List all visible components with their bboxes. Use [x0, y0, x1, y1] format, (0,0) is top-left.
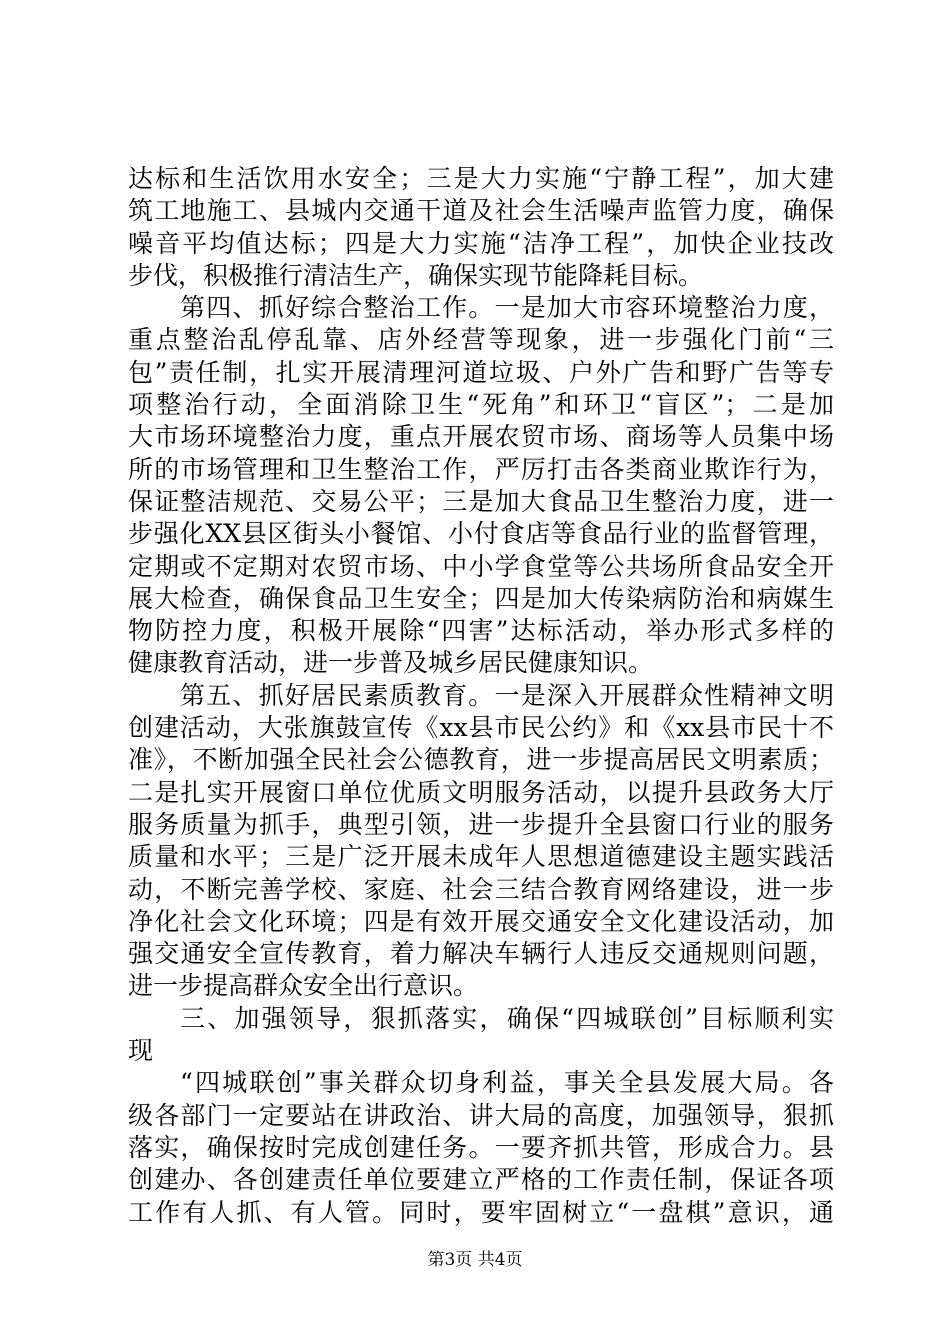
text-line: 强交通安全宣传教育，着力解决车辆行人违反交通规则问题，	[128, 939, 834, 969]
text-line: 步强化XX县区街头小餐馆、小付食店等食品行业的监督管理，	[128, 519, 834, 549]
text-line: 动，不断完善学校、家庭、社会三结合教育网络建设，进一步	[128, 874, 834, 904]
text-line: “四城联创”事关群众切身利益，事关全县发展大局。各	[180, 1068, 834, 1098]
paragraph-heading-line: 第四、抓好综合整治工作。一是加大市容环境整治力度，	[180, 293, 834, 323]
text-line: 级各部门一定要站在讲政治、讲大局的高度，加强领导，狠抓	[128, 1100, 834, 1130]
text-line: 大市场环境整治力度，重点开展农贸市场、商场等人员集中场	[128, 422, 834, 452]
text-line: 二是扎实开展窗口单位优质文明服务活动，以提升县政务大厅	[128, 777, 834, 807]
page-number: 第3页 共4页	[427, 1250, 523, 1270]
text-line: 重点整治乱停乱靠、店外经营等现象，进一步强化门前“三	[128, 325, 834, 355]
text-line: 达标和生活饮用水安全；三是大力实施“宁静工程”，加大建	[128, 164, 834, 193]
text-line: 保证整洁规范、交易公平；三是加大食品卫生整治力度，进一	[128, 486, 834, 516]
text-line: 准》，不断加强全民社会公德教育，进一步提高居民文明素质；	[128, 745, 834, 775]
section-heading-line: 现	[128, 1036, 154, 1066]
text-line: 健康教育活动，进一步普及城乡居民健康知识。	[128, 648, 654, 678]
text-line: 创建活动，大张旗鼓宣传《xx县市民公约》和《xx县市民十不	[128, 713, 834, 743]
text-line: 进一步提高群众安全出行意识。	[128, 971, 479, 1001]
text-line: 包”责任制，扎实开展清理河道垃圾、户外广告和野广告等专	[128, 357, 834, 387]
text-line: 质量和水平；三是广泛开展未成年人思想道德建设主题实践活	[128, 842, 834, 872]
text-line: 筑工地施工、县城内交通干道及社会生活噪声监管力度，确保	[128, 196, 834, 226]
section-heading-line: 三、加强领导，狠抓落实，确保“四城联创”目标顺利实	[180, 1003, 834, 1033]
text-line: 工作有人抓、有人管。同时，要牢固树立“一盘棋”意识，通	[128, 1197, 834, 1227]
text-line: 步伐，积极推行清洁生产，确保实现节能降耗目标。	[128, 260, 704, 290]
text-line: 噪音平均值达标；四是大力实施“洁净工程”，加快企业技改	[128, 228, 834, 258]
text-line: 所的市场管理和卫生整治工作，严厉打击各类商业欺诈行为，	[128, 454, 834, 484]
text-line: 展大检查，确保食品卫生安全；四是加大传染病防治和病媒生	[128, 583, 834, 613]
text-line: 定期或不定期对农贸市场、中小学食堂等公共场所食品安全开	[128, 551, 834, 581]
text-line: 净化社会文化环境；四是有效开展交通安全文化建设活动，加	[128, 906, 834, 936]
text-line: 物防控力度，积极开展除“四害”达标活动，举办形式多样的	[128, 616, 834, 646]
document-body	[128, 163, 834, 1229]
text-line: 服务质量为抓手，典型引领，进一步提升全县窗口行业的服务	[128, 809, 834, 839]
text-line: 落实，确保按时完成创建任务。一要齐抓共管，形成合力。县	[128, 1132, 834, 1162]
text-line: 项整治行动，全面消除卫生“死角”和环卫“盲区”；二是加	[128, 390, 834, 420]
text-line: 创建办、各创建责任单位要建立严格的工作责任制，保证各项	[128, 1165, 834, 1195]
paragraph-heading-line: 第五、抓好居民素质教育。一是深入开展群众性精神文明	[180, 680, 834, 710]
